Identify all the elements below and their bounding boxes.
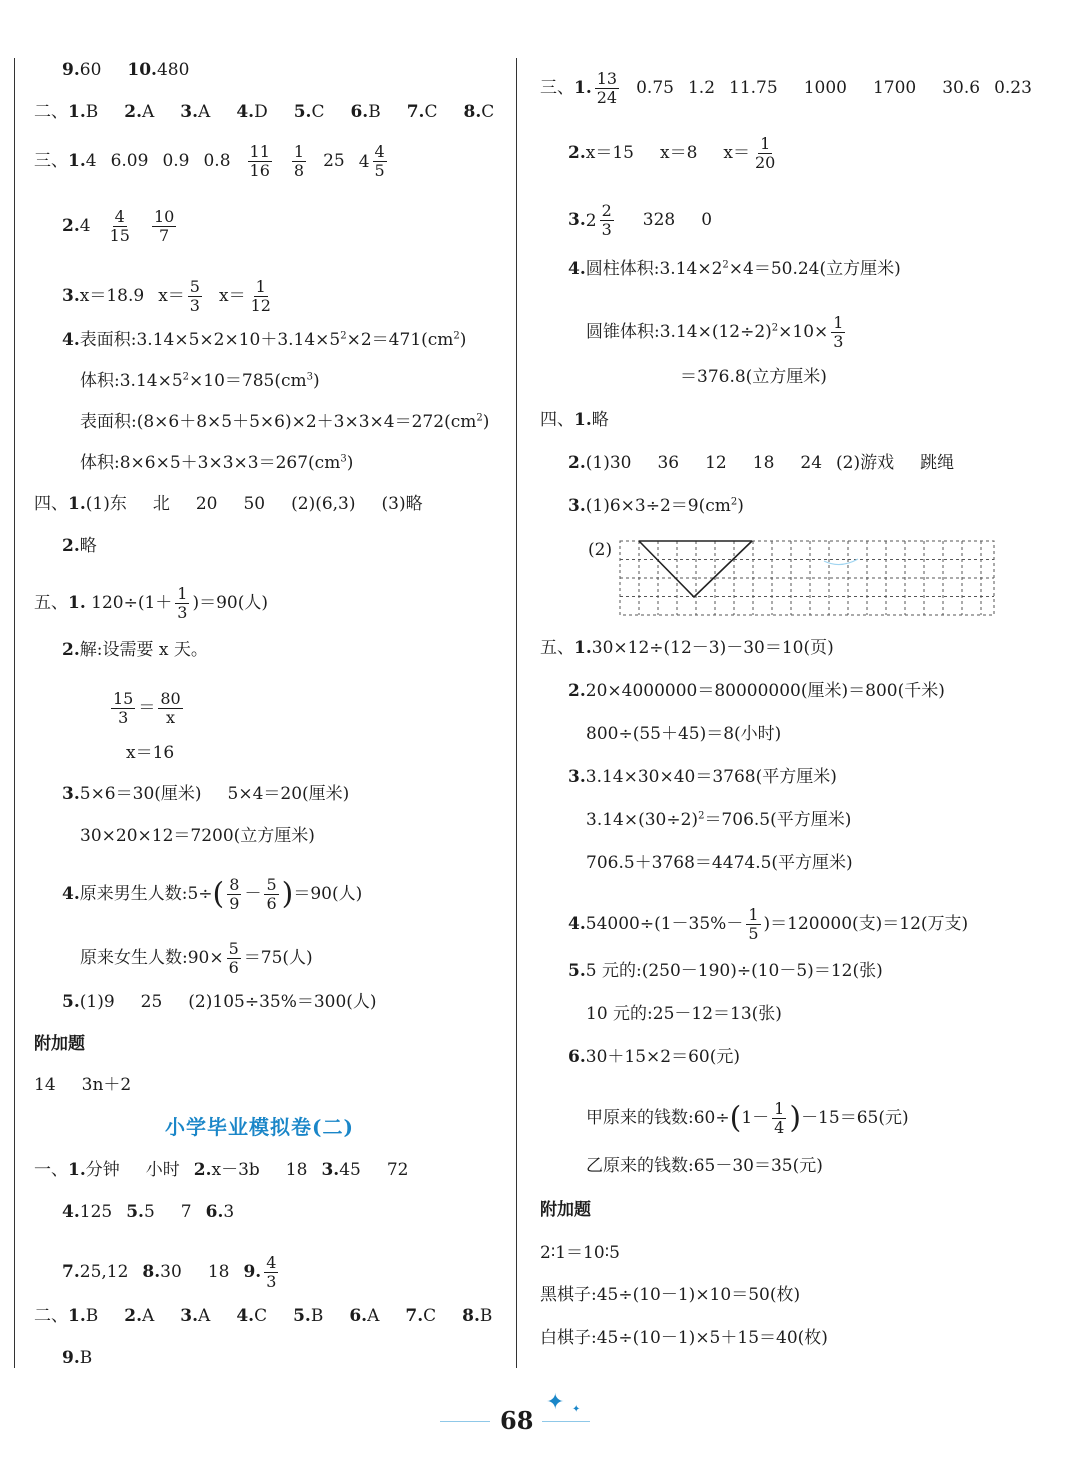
s2-line-1: 一、1.分钟 小时 2.x－3b 18 3.45 72 xyxy=(34,1160,409,1180)
left-extra-answer: 14 3n＋2 xyxy=(34,1075,132,1095)
fraction: $\frac{13}{24}$ xyxy=(596,69,618,107)
left-line-5: 3.x＝18.9 x＝ $\frac{5}{3}$ x＝ $\frac{1}{12}$ xyxy=(62,277,271,315)
right-line-2: 2.x＝15 x＝8 x＝ $\frac{1}{20}$ xyxy=(568,134,776,172)
page-number: 68 xyxy=(500,1406,534,1435)
right-line-15: $3.14\times(30\div 2)^2=706.5$(平方厘米) xyxy=(586,810,852,830)
right-line-3: 3. 2 $\frac{2}{3}$ 328 0 xyxy=(568,201,713,239)
answer: 480 xyxy=(156,60,190,80)
fraction: $\frac{10}{7}$ xyxy=(153,207,175,245)
right-line-11: 五、1.30×12÷(12－3)－30＝10(页) xyxy=(540,638,834,658)
fraction: $\frac{1}{8}$ xyxy=(293,142,305,180)
s2-line-2: 4.125 5.5 7 6.3 xyxy=(62,1202,235,1222)
right-line-24: 黑棋子:45÷(10－1)×10＝50(枚) xyxy=(540,1285,801,1305)
right-line-16: 706.5＋3768＝4474.5(平方厘米) xyxy=(586,853,853,873)
footer-line-right xyxy=(542,1421,590,1422)
right-line-6: ＝376.8(立方厘米) xyxy=(680,367,827,387)
fraction: $\frac{5}{3}$ xyxy=(189,277,200,315)
right-line-12: 2.20×4000000＝80000000(厘米)＝800(千米) xyxy=(568,681,945,701)
left-line-15: x＝16 xyxy=(126,743,175,763)
left-line-12: 五、1. 120÷(1＋ $\frac{1}{3}$ )＝90(人) xyxy=(34,584,269,622)
right-line-22: 乙原来的钱数:65－30＝35(元) xyxy=(586,1156,823,1176)
q-number: 10. xyxy=(127,60,157,80)
fraction: $\frac{5}{6}$ xyxy=(266,875,277,913)
right-line-19: 10 元的:25－12＝13(张) xyxy=(586,1004,782,1024)
left-line-10: 四、1.(1)东 北 20 50 (2)(6,3) (3)略 xyxy=(34,494,423,514)
q-number: 9. xyxy=(62,60,80,80)
section2-title: 小学毕业模拟卷(二) xyxy=(165,1115,354,1139)
fraction: $\frac{1}{5}$ xyxy=(748,905,759,943)
answer: 60 xyxy=(79,60,102,80)
mixed-number: 2 $\frac{2}{3}$ xyxy=(585,201,612,239)
grid-figure xyxy=(618,539,998,619)
fraction: $\frac{11}{16}$ xyxy=(249,142,270,180)
extra-title-right: 附加题 xyxy=(540,1200,591,1220)
left-line-2: 二、1.B 2.A 3.A 4.D 5.C 6.B 7.C 8.C xyxy=(34,102,495,122)
fraction: $\frac{1}{3}$ xyxy=(833,313,844,351)
right-line-14: 3.3.14×30×40＝3768(平方厘米) xyxy=(568,767,837,787)
left-line-20: 5.(1)9 25 (2)105÷35%＝300(人) xyxy=(62,992,377,1012)
right-line-8: 2.(1)30 36 12 18 24 (2)游戏 跳绳 xyxy=(568,453,955,473)
left-line-3: 三、1.4 6.09 0.9 0.8 $\frac{11}{16}$ $\frac{1}{8}$ 25 4 $\frac{4}{5}$ xyxy=(34,143,390,180)
s2-line-4: 二、1.B 2.A 3.A 4.C 5.B 6.A 7.C 8.B xyxy=(34,1306,493,1326)
footer-line-left xyxy=(440,1421,490,1422)
left-line-9: 体积$:8\times 6\times 5+3\times 3\times 3=267(cm^3)$ xyxy=(80,453,354,473)
fraction: $\frac{80}{x}$ xyxy=(160,689,181,727)
right-line-9: $3.(1)6\times 3\div 2=9(cm^2)$ xyxy=(568,496,744,516)
right-line-5: 圆锥体积$:3.14\times(12\div 2)^2\times 10\times$ $\frac{1}{3}$ xyxy=(586,313,844,351)
fraction: $\frac{1}{12}$ xyxy=(250,277,271,315)
extra-title-left: 附加题 xyxy=(34,1034,85,1054)
left-line-11: 2.略 xyxy=(62,536,97,556)
fraction: $\frac{4}{15}$ xyxy=(109,207,130,245)
right-line-1: 三、1. $\frac{13}{24}$ 0.75 1.2 11.75 1000 1700 30.6 0.23 xyxy=(540,69,1032,107)
s2-line-5: 9.B xyxy=(62,1348,93,1368)
left-line-7: 体积$:3.14\times 5^2\times 10=785(cm^3)$ xyxy=(80,371,320,391)
right-line-23: 2∶1＝10∶5 xyxy=(540,1243,620,1263)
left-line-4: 2.4 $\frac{4}{15}$ $\frac{10}{7}$ xyxy=(62,207,175,245)
left-line-13: 2.解:设需要 x 天。 xyxy=(62,640,208,660)
left-margin-line xyxy=(14,58,15,1368)
star-icon: ✦ xyxy=(546,1390,565,1415)
column-divider xyxy=(516,58,517,1368)
right-line-18: 5.5 元的:(250－190)÷(10－5)＝12(张) xyxy=(568,961,883,981)
fraction: $\frac{15}{3}$ xyxy=(113,689,134,727)
right-line-4: 4.圆柱体积$:3.14\times 2^2\times 4=50.24$(立方厘米) xyxy=(568,259,901,279)
left-line-1 xyxy=(62,60,189,80)
left-line-8: 表面积$:(8\times 6+8\times 5+5\times 6)\times 2+3\times 3\times 4=272(cm^2)$ xyxy=(80,412,490,432)
grid-label: (2) xyxy=(588,540,613,560)
left-line-19: 原来女生人数:90× $\frac{5}{6}$ ＝75(人) xyxy=(80,939,313,977)
fraction: $\frac{8}{9}$ xyxy=(229,875,240,913)
right-line-13: 800÷(55＋45)＝8(小时) xyxy=(586,724,782,744)
right-line-7: 四、1.略 xyxy=(540,410,609,430)
right-line-17: 4.54000÷(1－35%－ $\frac{1}{5}$ )＝120000(支)＝12(万支) xyxy=(568,905,969,943)
small-star-icon: ✦ xyxy=(572,1404,581,1415)
right-line-20: 6.30＋15×2＝60(元) xyxy=(568,1047,740,1067)
left-line-18: 4.原来男生人数:5÷( $\frac{8}{9}$ － $\frac{5}{6}$ )＝90(人) xyxy=(62,875,363,913)
fraction: $\frac{1}{20}$ xyxy=(754,134,776,172)
section-label: 二、 xyxy=(34,102,68,122)
fraction: $\frac{1}{4}$ xyxy=(774,1099,785,1137)
s2-line-3: 7.25,12 8.30 18 9. $\frac{4}{3}$ xyxy=(62,1253,277,1291)
right-line-21: 甲原来的钱数:60÷(1－ $\frac{1}{4}$ )－15＝65(元) xyxy=(586,1099,909,1137)
left-line-16: 3.5×6＝30(厘米) 5×4＝20(厘米) xyxy=(62,784,350,804)
left-line-14: $\frac{15}{3}$ ＝ $\frac{80}{x}$ xyxy=(113,689,181,727)
mixed-number: 4 $\frac{4}{5}$ xyxy=(358,142,385,180)
fraction: $\frac{1}{3}$ xyxy=(177,584,188,622)
left-line-17: 30×20×12＝7200(立方厘米) xyxy=(80,826,315,846)
right-line-25: 白棋子:45÷(10－1)×5＋15＝40(枚) xyxy=(540,1328,828,1348)
fraction: $\frac{4}{3}$ xyxy=(266,1253,277,1291)
left-line-6: 4.表面积$:3.14\times 5\times 2\times 10+3.14\times 5^2\times 2=471(cm^2)$ xyxy=(62,330,467,350)
fraction: $\frac{5}{6}$ xyxy=(228,939,239,977)
